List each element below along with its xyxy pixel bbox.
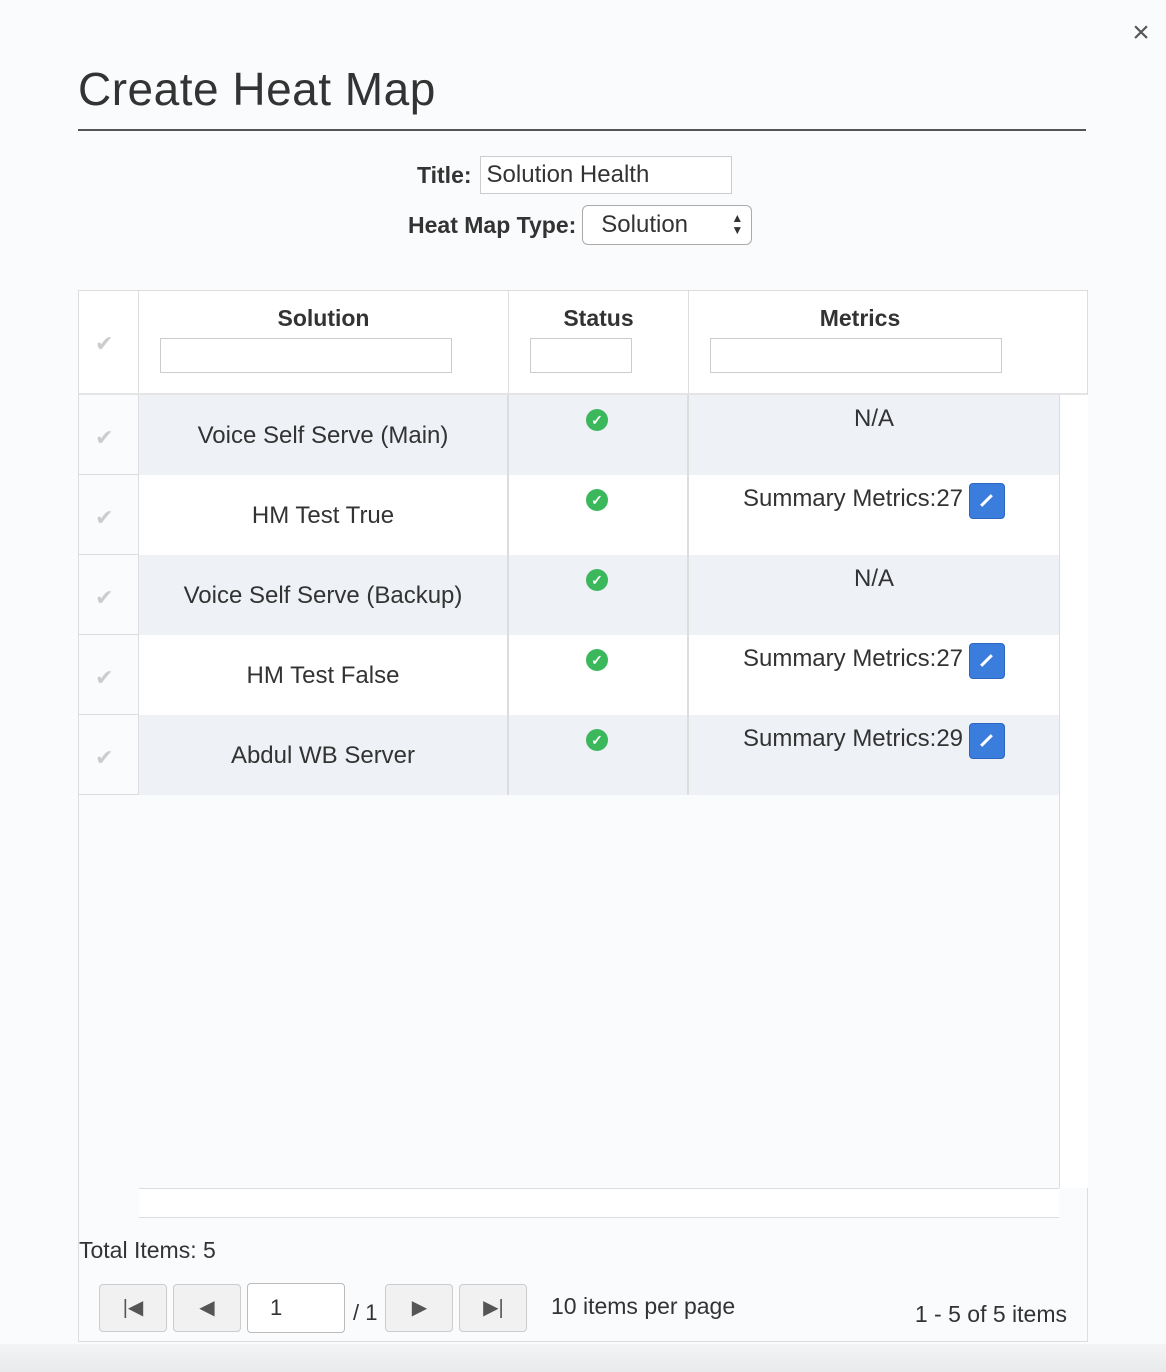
- total-items: Total Items: 5: [79, 1237, 216, 1263]
- row-check-icon[interactable]: ✔: [95, 745, 114, 770]
- solution-cell: [139, 555, 509, 635]
- solution-name: HM Test False: [246, 662, 400, 689]
- solution-cell: [139, 715, 509, 795]
- pencil-icon: [980, 734, 993, 747]
- solution-cell: [139, 635, 509, 715]
- type-row: [408, 205, 752, 245]
- page-number-input[interactable]: 1: [247, 1283, 345, 1333]
- metrics-value: N/A: [853, 565, 894, 592]
- column-header-status[interactable]: Status: [563, 305, 634, 331]
- status-ok-icon: ✓: [586, 489, 608, 511]
- status-filter-input[interactable]: [530, 338, 632, 373]
- metrics-value: Summary Metrics:27: [742, 485, 964, 512]
- row-select[interactable]: [79, 395, 139, 475]
- row-check-icon[interactable]: ✔: [95, 425, 114, 450]
- title-label: Title:: [417, 161, 472, 188]
- metrics-cell: [689, 555, 1059, 635]
- metrics-cell: [689, 395, 1059, 475]
- items-range: 1 - 5 of 5 items: [914, 1301, 1067, 1327]
- first-page-button[interactable]: [99, 1284, 167, 1332]
- table-row[interactable]: [79, 715, 1059, 795]
- title-input[interactable]: [480, 156, 732, 194]
- heat-map-type-value: Solution: [601, 211, 689, 238]
- solution-name: Voice Self Serve (Main): [197, 422, 449, 449]
- grid-header: [79, 291, 1087, 395]
- edit-metrics-button[interactable]: [969, 483, 1005, 519]
- status-cell: [509, 635, 689, 715]
- pagination: [99, 1283, 533, 1333]
- row-select[interactable]: [79, 475, 139, 555]
- row-check-icon[interactable]: ✔: [95, 665, 114, 690]
- previous-page-button[interactable]: [173, 1284, 241, 1332]
- next-page-button[interactable]: [385, 1284, 453, 1332]
- pencil-icon: [980, 494, 993, 507]
- next-page-icon: ▶: [411, 1297, 428, 1319]
- edit-metrics-button[interactable]: [969, 723, 1005, 759]
- page-title: Create Heat Map: [78, 63, 436, 115]
- metrics-value: Summary Metrics:29: [742, 725, 964, 752]
- heat-map-type-select[interactable]: [582, 205, 752, 245]
- last-page-icon: ▶|: [483, 1297, 504, 1319]
- metrics-value: N/A: [853, 405, 894, 432]
- row-check-icon[interactable]: ✔: [95, 585, 114, 610]
- status-ok-icon: ✓: [586, 649, 608, 671]
- page-total: / 1: [353, 1300, 378, 1325]
- column-header-metrics[interactable]: Metrics: [819, 305, 901, 331]
- status-cell: [509, 475, 689, 555]
- table-row[interactable]: [79, 635, 1059, 715]
- select-arrows-icon: ▲ ▼: [731, 211, 744, 237]
- previous-page-icon: ◀: [199, 1297, 215, 1319]
- table-row[interactable]: [79, 395, 1059, 475]
- title-row: [417, 156, 732, 194]
- metrics-cell: [689, 715, 1059, 795]
- last-page-button[interactable]: [459, 1284, 527, 1332]
- status-cell: [509, 395, 689, 475]
- header-select-all[interactable]: [79, 291, 139, 393]
- metrics-filter-input[interactable]: [710, 338, 1002, 373]
- solutions-grid: [78, 290, 1088, 1342]
- table-row[interactable]: [79, 475, 1059, 555]
- status-ok-icon: ✓: [586, 409, 608, 431]
- table-row[interactable]: [79, 555, 1059, 635]
- horizontal-scrollbar[interactable]: [139, 1188, 1059, 1218]
- row-select[interactable]: [79, 555, 139, 635]
- row-check-icon[interactable]: ✔: [95, 505, 114, 530]
- vertical-scrollbar[interactable]: [1059, 395, 1088, 1188]
- status-ok-icon: ✓: [586, 569, 608, 591]
- edit-metrics-button[interactable]: [969, 643, 1005, 679]
- solution-filter-input[interactable]: [160, 338, 452, 373]
- row-select[interactable]: [79, 715, 139, 795]
- metrics-cell: [689, 475, 1059, 555]
- metrics-cell: [689, 635, 1059, 715]
- bottom-strip: [0, 1344, 1166, 1372]
- header-solution: [139, 291, 509, 393]
- title-divider: [78, 129, 1086, 131]
- status-cell: [509, 555, 689, 635]
- status-ok-icon: ✓: [586, 729, 608, 751]
- solution-cell: [139, 395, 509, 475]
- header-status: [509, 291, 689, 393]
- first-page-icon: |◀: [122, 1297, 144, 1319]
- heat-map-type-label: Heat Map Type:: [408, 211, 577, 238]
- items-per-page: 10 items per page: [551, 1293, 736, 1319]
- row-select[interactable]: [79, 635, 139, 715]
- solution-name: HM Test True: [251, 502, 395, 529]
- solution-cell: [139, 475, 509, 555]
- solution-name: Voice Self Serve (Backup): [183, 582, 463, 609]
- close-icon[interactable]: ×: [1132, 16, 1150, 49]
- status-cell: [509, 715, 689, 795]
- pencil-icon: [980, 654, 993, 667]
- select-all-check-icon[interactable]: ✔: [95, 331, 114, 356]
- header-metrics: [689, 291, 1087, 393]
- column-header-solution[interactable]: Solution: [277, 305, 370, 331]
- solution-name: Abdul WB Server: [230, 742, 416, 769]
- metrics-value: Summary Metrics:27: [742, 645, 964, 672]
